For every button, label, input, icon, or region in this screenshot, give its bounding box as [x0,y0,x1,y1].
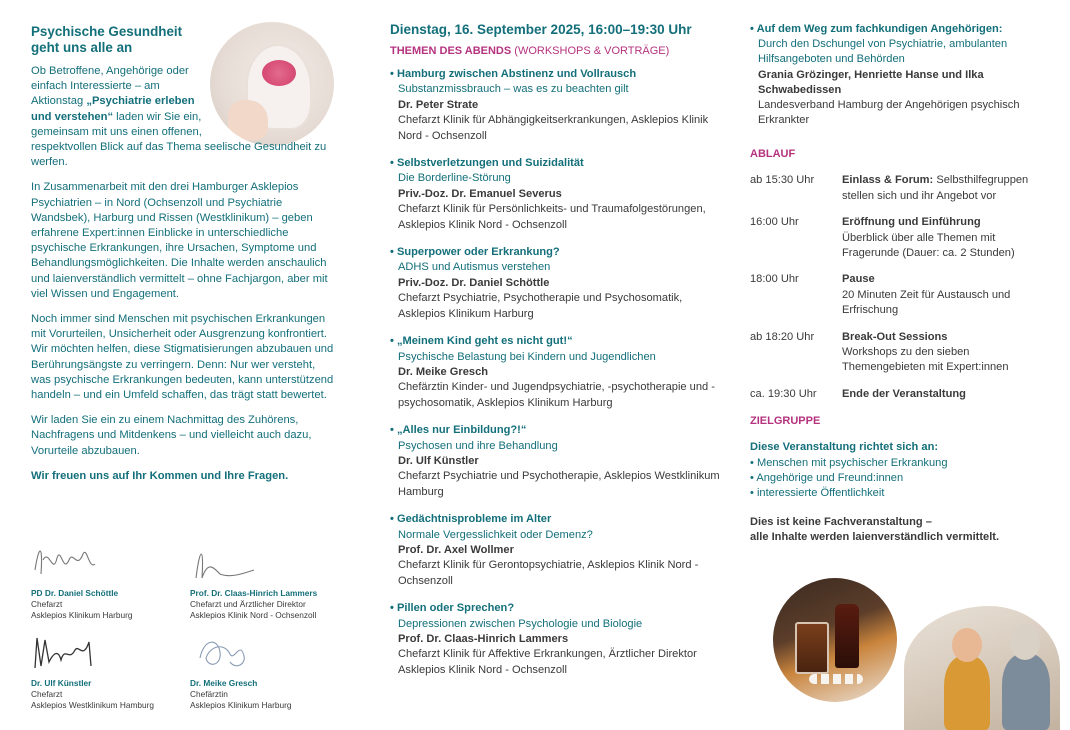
closing-line: Wir freuen uns auf Ihr Kommen und Ihre Fragen. [31,469,289,482]
person-shape [944,656,990,730]
topic-item: • Selbstverletzungen und Suizidalität Die Borderline-Störung Priv.-Doz. Dr. Emanuel Severus Chefarzt Klinik für Persönlichkeits- und Traumafolgestörungen, Asklepios Klinik Nord - Ochsenzoll [390,156,720,233]
signature-scribble-icon [31,540,101,584]
schedule-row: ca. 19:30 Uhr Ende der Veranstaltung [750,387,966,400]
topic-item: • Hamburg zwischen Abstinenz und Vollrausch Substanzmissbrauch – was es zu beachten gilt Dr. Peter Strate Chefarzt Klinik für Abhängigkeitserkrankungen, Asklepios Klinik Nord - Ochsenzoll [390,67,720,144]
intro-paragraph-1: Ob Betroffene, Angehörige oder einfach Interessierte – am Aktionstag „Psychiatrie erleben und verstehen“ laden wir Sie ein, gemeinsam mit uns einen offenen, respektvollen Blick auf das Thema seelische Gesundheit zu werfen. [31,65,327,169]
audience-item: • Menschen mit psychischer Erkrankung [750,456,948,469]
drinks-pills-photo [773,578,897,702]
signature-scribble-icon [31,632,101,674]
audience-note: Dies ist keine Fachveranstaltung – alle Inhalte werden laienverständlich vermittelt. [750,516,1000,544]
signature-scribble-icon [190,632,260,674]
person-head-shape [952,628,982,662]
intro-paragraph-2: In Zusammenarbeit mit den drei Hamburger Asklepios Psychiatrien – in Nord (Ochsenzoll und Psychiatrie Wandsbek), Harburg und Rissen (Westklinikum) – geben erfahrene Expert:innen Einblicke in unterschiedliche psychische Erkrankungen, ihre Ursachen, Symptome und Behandlungsmöglichkeiten. Die Inhalte werden anschaulich und laienverständlich vermittelt – ohne Fachjargon, aber mit viel Wissen und Engagement. [31,181,328,300]
topic-item: • „Alles nur Einbildung?!“ Psychosen und ihre Behandlung Dr. Ulf Künstler Chefarzt Psychiatrie und Psychotherapie, Asklepios Westklinikum Hamburg [390,423,720,500]
intro-text [31,64,336,494]
group-conversation-photo [904,606,1060,730]
schedule-row: ab 18:20 Uhr Break-Out Sessions Workshops zu den sieben Themengebieten mit Expert:innen [750,330,1009,374]
topic-item: • Superpower oder Erkrankung? ADHS und Autismus verstehen Priv.-Doz. Dr. Daniel Schöttle Chefarzt Psychiatrie, Psychotherapie und Psychosomatik, Asklepios Klinikum Harburg [390,245,720,322]
schedule-row: ab 15:30 Uhr Einlass & Forum: Selbsthilfegruppen stellen sich und ihr Angebot vor [750,174,1029,202]
audience-item: • interessierte Öffentlichkeit [750,486,885,499]
signature-lammers: Prof. Dr. Claas-Hinrich Lammers Chefarzt und Ärztlicher Direktor Asklepios Klinik Nord - Ochsenzoll [190,540,317,622]
topic-item: • Pillen oder Sprechen? Depressionen zwischen Psychologie und Biologie Prof. Dr. Claas-Hinrich Lammers Chefarzt Klinik für Affektive Erkrankungen, Ärztlicher Direktor Asklepios Klinik Nord - Ochsenzoll [390,601,720,678]
topic-item: • „Meinem Kind geht es nicht gut!“ Psychische Belastung bei Kindern und Jugendlichen Dr. Meike Gresch Chefärztin Kinder- und Jugendpsychiatrie, -psychotherapie und -psychosomatik, Asklepios Klinikum Harburg [390,334,720,411]
schedule-column [750,22,1050,546]
glass-shape [795,622,829,674]
event-name: „Psychiatrie erleben und verstehen“ [31,95,195,123]
bottle-shape [835,604,859,668]
event-date: Dienstag, 16. September 2025, 16:00–19:30 Uhr [390,22,692,37]
person-shape [1002,654,1050,730]
topic-item: • Gedächtnisprobleme im Alter Normale Vergesslichkeit oder Demenz? Prof. Dr. Axel Wollmer Chefarzt Klinik für Gerontopsychiatrie, Asklepios Klinik Nord - Ochsenzoll [390,512,720,589]
audience-lead: Diese Veranstaltung richtet sich an: [750,441,939,454]
signature-scribble-icon [190,540,260,584]
signatures [31,540,351,725]
topics-heading: THEMEN DES ABENDS (WORKSHOPS & VORTRÄGE) [390,45,670,57]
pills-shape [809,674,863,684]
page-headline: Psychische Gesundheit geht uns alle an [31,24,183,55]
audience-heading: ZIELGRUPPE [750,415,821,428]
schedule-row: 18:00 Uhr Pause 20 Minuten Zeit für Austausch und Erfrischung [750,273,1011,317]
person-head-shape [1010,624,1040,660]
intro-paragraph-3: Noch immer sind Menschen mit psychischen Erkrankungen mit Vorurteilen, Unsicherheit oder Ausgrenzung konfrontiert. Wir möchten helfen, diese Stigmatisierungen abzubauen und Berührungsängste zu verringern. Denn: Nur wer versteht, was psychische Erkrankungen bedeuten, kann unterstützend handeln – und ein Umfeld schaffen, das trägt statt bewertet. [31,313,334,402]
topic-item-relatives: • Auf dem Weg zum fachkundigen Angehörigen: Durch den Dschungel von Psychiatrie, ambulanten Hilfsangeboten und Behörden Grania Grözinger, Henriette Hanse und Ilka Schwabedissen Landesverband Hamburg der Angehörigen psychisch Erkrankter [750,22,1050,128]
schedule-heading: ABLAUF [750,148,796,161]
intro-paragraph-4: Wir laden Sie ein zu einem Nachmittag des Zuhörens, Nachfragens und Mitdenkens – und vielleicht auch dazu, Vorurteile abzubauen. [31,414,312,457]
signature-gresch: Dr. Meike Gresch Chefärztin Asklepios Klinikum Harburg [190,632,291,712]
program-column [390,22,720,690]
schedule-row: 16:00 Uhr Eröffnung und Einführung Überblick über alle Themen mit Fragerunde (Dauer: ca. 2 Stunden) [750,216,1015,260]
signature-kuenstler: Dr. Ulf Künstler Chefarzt Asklepios Westklinikum Hamburg [31,632,154,712]
audience-item: • Angehörige und Freund:innen [750,471,904,484]
signature-schoettle: PD Dr. Daniel Schöttle Chefarzt Asklepios Klinikum Harburg [31,540,132,622]
